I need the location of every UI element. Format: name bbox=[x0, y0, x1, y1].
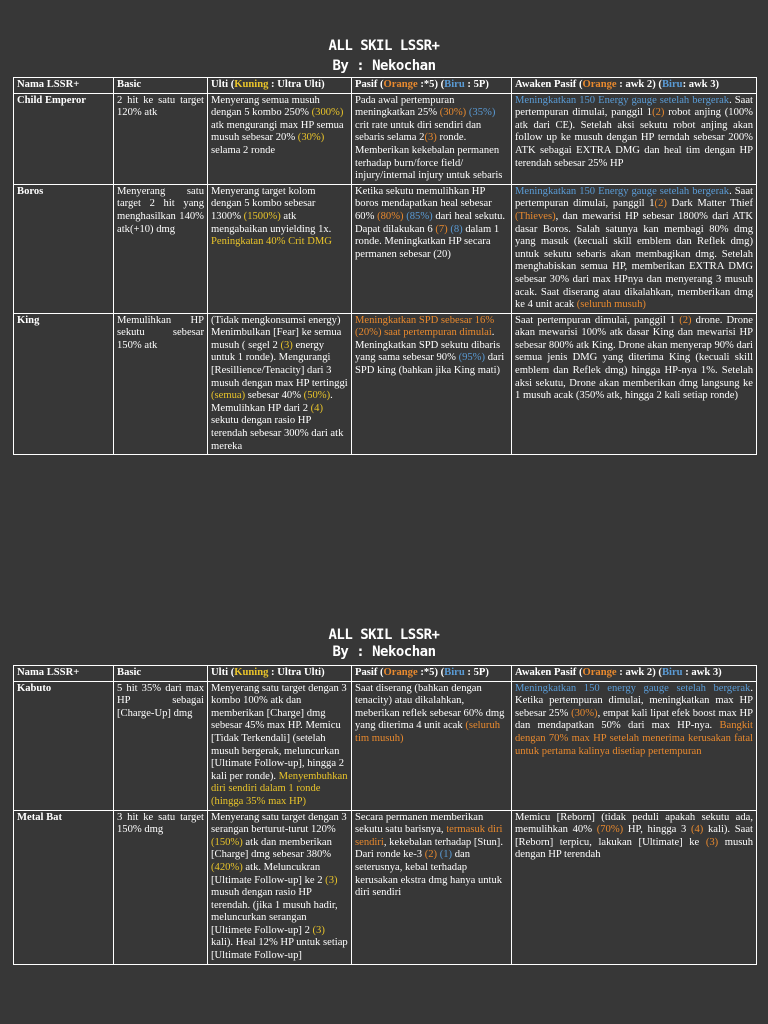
cell-pasif bbox=[352, 810, 512, 964]
table-row bbox=[14, 93, 757, 184]
text-segment: sekutu dengan rasio HP terendah sebesar 300% dari atk mereka bbox=[211, 415, 344, 452]
text-segment: kali). Saat [Reborn] terpicu, lakukan [Ultimate] ke bbox=[515, 824, 753, 848]
text-segment: crit rate untuk diri sendiri dan sebaris selama 2 bbox=[355, 119, 482, 144]
cell-name: Metal Bat bbox=[14, 810, 114, 964]
text-segment: dari heal sekutu. Dapat dilakukan 6 bbox=[355, 210, 506, 235]
text-segment: 5 hit 35% dari max HP sebagai [Charge-Up] dmg bbox=[117, 682, 204, 719]
cell-ulti bbox=[208, 184, 352, 313]
text-segment: (4) bbox=[310, 402, 324, 414]
cell-ulti bbox=[208, 681, 352, 810]
page-title-2: ALL SKIL LSSR+ bbox=[328, 627, 440, 643]
cell-basic bbox=[114, 313, 208, 455]
text-segment: (2) bbox=[679, 314, 692, 326]
text-segment: Peningkatan 40% Crit DMG bbox=[211, 236, 332, 248]
text-segment: atk mengabaikan unyielding 1x. bbox=[211, 210, 332, 235]
text-segment: Menyerang semua musuh dengan 5 kombo 250% bbox=[211, 94, 320, 119]
text-segment: (85%) bbox=[406, 210, 433, 222]
text-segment: musuh dengan HP terendah bbox=[515, 836, 753, 861]
text-segment: (150%) bbox=[211, 836, 243, 848]
text-segment: (7) bbox=[435, 223, 448, 235]
text-segment: Menyembuhkan diri sendiri dalam 1 ronde (hingga 35% max HP) bbox=[211, 770, 348, 807]
table-row bbox=[14, 681, 757, 810]
text-segment: (1500%) bbox=[243, 210, 281, 222]
text-segment: Pada awal pertempuran meningkatkan 25% bbox=[355, 94, 455, 119]
text-segment: . Memulihkan HP dari 2 bbox=[211, 390, 333, 414]
text-segment: Menyerang satu target dengan 3 serangan berturut-turut 120% bbox=[211, 811, 347, 836]
cell-basic bbox=[114, 93, 208, 184]
cell-awaken bbox=[512, 184, 757, 313]
text-segment: (70%) bbox=[596, 824, 624, 836]
text-segment: Saat diserang (bahkan dengan tenacity) atau dikalahkan, meberikan reflek sebesar 60% dmg yang diterima 4 unit acak bbox=[355, 682, 505, 732]
text-segment: dan seterusnya, kebal terhadap kerusakan ekstra dmg hanya untuk diri sendiri bbox=[355, 849, 503, 899]
col-header-awaken: Awaken Pasif (Orange : awk 2) (Biru : awk 3) bbox=[512, 666, 757, 682]
text-segment: atk. Meluncukran [Ultimate Follow-up] ke 2 bbox=[211, 861, 326, 886]
text-segment: , dan mewarisi HP sebesar 1800% dari ATK dasar Boros. Salah satunya kan membagi 80% dmg yang masuk (kecuali skill emblem dan Reflek dmg) untuk sekutu sebaris akan membagikan dmg. Setelah menghabiskan semua HP, memberikan EXTRA DMG sebesar 30% dari max HPnya dan menyerang 3 musuh acak. Saat diserang atau dikalahkan, memberikan dmg ke 4 unit acak bbox=[515, 210, 753, 311]
col-header-basic: Basic bbox=[114, 78, 208, 94]
text-segment: robot anjing (100% atk dari CE). Setelah aksi sekutu robot anjing akan follow up ke musuh dengan HP terndah sebesar 200% ATK sebagai EXTRA DMG dan heal tim dengan HP terendah sebesar 25% HP bbox=[515, 107, 753, 169]
cell-name: Child Emperor bbox=[14, 93, 114, 184]
text-segment: termasuk diri sendiri bbox=[355, 824, 503, 848]
text-segment: (1) bbox=[439, 849, 453, 861]
text-segment: (30%) bbox=[571, 707, 598, 719]
text-segment: sebesar 40% bbox=[245, 390, 304, 402]
text-segment: Menyerang satu target dengan 3 kombo 100% atk dan memberikan [Charge] dmg sebesar 45% max HP. Memicu [Tidak Terkendali] (setelah musuh bergerak, meluncurkan [Ultimate Follow-up], hingga 2 kali per ronde). bbox=[211, 682, 347, 782]
col-header-name: Nama LSSR+ bbox=[14, 666, 114, 682]
skill-table-1 bbox=[13, 77, 757, 455]
text-segment: dari SPD king (bahkan jika King mati) bbox=[355, 352, 505, 377]
cell-awaken bbox=[512, 810, 757, 964]
text-segment: (420%) bbox=[211, 861, 243, 873]
cell-awaken bbox=[512, 313, 757, 455]
text-segment: energy untuk 1 ronde). Mengurangi [Resillience/Tenacity] dari 3 musuh dengan max HP tertinggi bbox=[211, 339, 348, 389]
table-body-1 bbox=[14, 93, 757, 455]
text-segment: musuh dengan rasio HP terendah. (jika 1 musuh hadir, meluncurkan serangan [Ultimete Follow-up] 2 bbox=[211, 887, 338, 936]
text-segment: Menyerang target kolom dengan 5 kombo sebesar 1300% bbox=[211, 185, 316, 222]
col-header-name: Nama LSSR+ bbox=[14, 78, 114, 94]
text-segment: (Tidak mengkonsumsi energy) Menimbulkan [Fear] ke semua musuh ( segel 2 bbox=[211, 314, 342, 351]
text-segment: (semua) bbox=[211, 390, 246, 402]
text-segment: Menyerang satu target 2 hit yang menghasilkan 140% atk(+10) dmg bbox=[117, 185, 204, 235]
text-segment: 3 hit ke satu target 150% dmg bbox=[117, 811, 204, 836]
text-segment: (seluruh musuh) bbox=[576, 299, 646, 311]
col-header-pasif: Pasif (Orange :*5) (Biru : 5P) bbox=[352, 666, 512, 682]
table-row bbox=[14, 184, 757, 313]
col-header-basic: Basic bbox=[114, 666, 208, 682]
text-segment: drone. Drone akan mewarisi 100% atk dasar King dan mewarisi HP sebesar 800% atk King. Drone akan menyerap 90% dari semua jenis DMG yang diterima King (kecuali skill emblem dan Reflek dmg) hingga HP-nya 1%. Setelah aksi sekutu, Drone akan memberikan dmg langsung ke 1 musuh acak (350% atk, hingga 2 kali setiap ronde) bbox=[515, 314, 753, 402]
page-subtitle: By : Nekochan bbox=[332, 58, 436, 74]
col-header-ulti: Ulti (Kuning : Ultra Ulti) bbox=[208, 666, 352, 682]
section-1 bbox=[0, 0, 768, 452]
text-segment: Memulihkan HP sekutu sebesar 150% atk bbox=[117, 314, 204, 351]
text-segment: . Saat pertempuran dimulai, panggil 1 bbox=[515, 94, 753, 119]
table-row bbox=[14, 313, 757, 455]
text-segment: atk dan memberikan [Charge] dmg sebesar 380% bbox=[211, 836, 332, 861]
cell-basic bbox=[114, 184, 208, 313]
text-segment: (4) bbox=[690, 824, 704, 836]
cell-pasif bbox=[352, 184, 512, 313]
text-segment: . Saat pertempuran dimulai, panggil 1 bbox=[515, 185, 753, 210]
cell-ulti bbox=[208, 93, 352, 184]
text-segment: , empat kali lipat efek boost max HP dan mendapatkan 50% dari max HP-nya. bbox=[515, 707, 753, 732]
text-segment: HP, hingga 3 bbox=[623, 824, 691, 836]
text-segment: Ketika sekutu memulihkan HP boros mendapatkan heal sebesar 60% bbox=[355, 185, 492, 222]
cell-name: Kabuto bbox=[14, 681, 114, 810]
text-segment: (2) bbox=[654, 198, 667, 210]
text-segment: Bangkit dengan 70% max HP setelah menerima kerusakan fatal untuk pertama kalinya disetiap pertempuran bbox=[515, 720, 753, 757]
text-segment: Meningkatkan 150 Energy gauge setelah bergerak bbox=[515, 94, 730, 106]
cell-basic bbox=[114, 810, 208, 964]
table-header-row bbox=[14, 78, 757, 94]
text-segment: Saat pertempuran dimulai, panggil 1 bbox=[515, 314, 680, 326]
text-segment: selama 2 ronde bbox=[211, 144, 276, 156]
text-segment: Meningkatkan 150 energy gauge setelah bergerak bbox=[515, 682, 751, 694]
text-segment: (Thieves) bbox=[515, 210, 556, 222]
cell-ulti bbox=[208, 810, 352, 964]
text-segment: 2 hit ke satu target 120% atk bbox=[117, 94, 204, 119]
text-segment: (80%) bbox=[377, 210, 404, 222]
text-segment: (35%) bbox=[468, 107, 496, 119]
cell-awaken bbox=[512, 93, 757, 184]
text-segment: Dark Matter Thief bbox=[666, 198, 753, 210]
text-segment: ronde. Memberikan kekebalan permanen terhadap burn/force field/ injury/internal injury untuk sebaris bbox=[355, 132, 503, 182]
table-header-row bbox=[14, 666, 757, 682]
text-segment: . Ketika pertempuran dimulai, meningkatkan max HP sebesar 25% bbox=[515, 682, 753, 719]
table-body-2 bbox=[14, 681, 757, 964]
text-segment: (3) bbox=[312, 924, 325, 936]
cell-name: King bbox=[14, 313, 114, 455]
text-segment: (3) bbox=[325, 874, 338, 886]
text-segment: (8) bbox=[450, 223, 463, 235]
text-segment: (30%) bbox=[297, 132, 325, 144]
table-row bbox=[14, 810, 757, 964]
cell-ulti bbox=[208, 313, 352, 455]
text-segment: Secara permanen memberikan sekutu satu barisnya, bbox=[355, 811, 484, 836]
text-segment: , kekebalan terhadap [Stun]. Dari ronde ke-3 bbox=[355, 836, 503, 861]
text-segment: (seluruh tim musuh) bbox=[355, 720, 501, 744]
page-subtitle-2: By : Nekochan bbox=[332, 644, 436, 660]
cell-pasif bbox=[352, 681, 512, 810]
cell-awaken bbox=[512, 681, 757, 810]
text-segment: (2) bbox=[424, 849, 438, 861]
text-segment: (300%) bbox=[311, 107, 344, 119]
text-segment: Meningkatkan SPD sebesar 16% (20%) saat pertempuran dimulai bbox=[355, 314, 495, 339]
text-segment: (50%) bbox=[303, 390, 331, 402]
cell-pasif bbox=[352, 313, 512, 455]
cell-basic bbox=[114, 681, 208, 810]
page-title: ALL SKIL LSSR+ bbox=[328, 38, 440, 54]
text-segment: kali). Heal 12% HP untuk setiap [Ultimate Follow-up] bbox=[211, 937, 348, 962]
text-segment: (30%) bbox=[439, 107, 467, 119]
text-segment: (2) bbox=[652, 107, 665, 119]
text-segment: Meningkatkan 150 Energy gauge setelah bergerak bbox=[515, 185, 730, 197]
text-segment: (95%) bbox=[458, 352, 486, 364]
col-header-awaken: Awaken Pasif (Orange : awk 2) (Biru: awk 3) bbox=[512, 78, 757, 94]
col-header-ulti: Ulti (Kuning : Ultra Ulti) bbox=[208, 78, 352, 94]
text-segment: . Meningkatkan SPD sekutu dibaris yang sama sebesar 90% bbox=[355, 327, 501, 364]
skill-table-2 bbox=[13, 665, 757, 965]
text-segment: Memicu [Reborn] (tidak peduli apakah sekutu ada, memulihkan 40% bbox=[515, 811, 753, 836]
cell-name: Boros bbox=[14, 184, 114, 313]
text-segment: (3) bbox=[424, 132, 437, 144]
text-segment: (3) bbox=[280, 339, 293, 351]
text-segment: atk mengurangi max HP semua musuh sebesar 20% bbox=[211, 119, 344, 144]
section-2 bbox=[0, 627, 768, 962]
text-segment: (3) bbox=[705, 836, 719, 848]
text-segment: dalam 1 ronde. Meningkatkan HP secara permanen sebesar (20) bbox=[355, 223, 500, 260]
col-header-pasif: Pasif (Orange :*5) (Biru : 5P) bbox=[352, 78, 512, 94]
cell-pasif bbox=[352, 93, 512, 184]
